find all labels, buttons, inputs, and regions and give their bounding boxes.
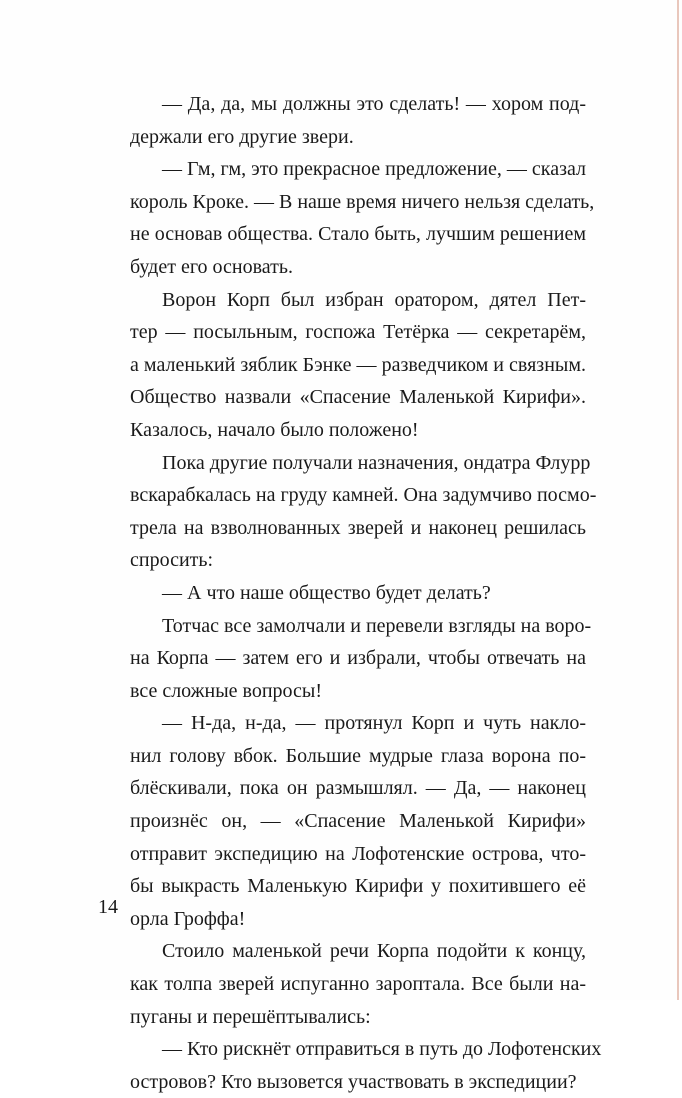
text-line: Пока другие получали назначения, ондатра Флурр	[162, 451, 591, 474]
text-line: трела на взволнованных зверей и наконец решилась	[130, 516, 586, 539]
text-line: блёскивали, пока он размышлял. — Да, — наконец	[130, 777, 586, 800]
paragraph-4	[98, 447, 597, 577]
paragraph-6	[98, 610, 592, 708]
text-line: нил голову вбок. Большие мудрые глаза ворона по-	[130, 744, 586, 767]
text-line: все сложные вопросы!	[130, 679, 323, 702]
text-line: — Гм, гм, это прекрасное предложение, — сказал	[162, 158, 586, 181]
paragraph-1	[98, 88, 586, 153]
text-line: Казалось, начало было положено!	[130, 418, 419, 441]
text-line: на Корпа — затем его и избрали, чтобы отвечать на	[130, 647, 586, 670]
text-line: не основав общества. Стало быть, лучшим решением	[130, 223, 586, 246]
text-line: держали его другие звери.	[130, 125, 354, 148]
text-line: орла Гроффа!	[130, 907, 246, 930]
page-edge-line	[677, 0, 679, 1000]
text-line: бы выкрасть Маленькую Кирифи у похитившего её	[130, 875, 586, 898]
text-line: король Кроке. — В наше время ничего нельзя сделать,	[130, 190, 595, 213]
text-line: Общество назвали «Спасение Маленькой Кирифи».	[130, 386, 586, 409]
body-text	[98, 88, 602, 1098]
text-line: пуганы и перешёптывались:	[130, 1005, 371, 1028]
paragraph-5	[98, 577, 586, 610]
text-line: — Н-да, н-да, — протянул Корп и чуть накло-	[162, 712, 586, 735]
text-line: спросить:	[130, 549, 214, 572]
text-line: вскарабкалась на груду камней. Она задумчиво посмо-	[130, 484, 597, 507]
text-line: Ворон Корп был избран оратором, дятел Пет-	[162, 288, 586, 311]
text-line: — Кто рискнёт отправиться в путь до Лофотенских	[162, 1038, 602, 1061]
text-line: тер — посыльным, госпожа Тетёрка — секретарём,	[130, 321, 586, 344]
paragraph-7	[98, 707, 586, 935]
text-line: произнёс он, — «Спасение Маленькой Кирифи»	[130, 810, 586, 833]
paragraph-3	[98, 284, 586, 447]
text-line: будет его основать.	[130, 255, 294, 278]
text-line: — А что наше общество будет делать?	[162, 581, 491, 604]
paragraph-8	[98, 935, 586, 1033]
text-line: отправит экспедицию на Лофотенские острова, что-	[130, 842, 586, 865]
text-line: — Да, да, мы должны это сделать! — хором под-	[162, 93, 586, 115]
text-line: Стоило маленькой речи Корпа подойти к концу,	[162, 940, 586, 963]
page-number: 14	[98, 896, 118, 918]
text-line: как толпа зверей испуганно зароптала. Все были на-	[130, 973, 586, 996]
text-line: а маленький зяблик Бэнке — разведчиком и связным.	[130, 353, 586, 376]
text-line: Тотчас все замолчали и перевели взгляды на воро-	[162, 614, 592, 637]
paragraph-2	[98, 153, 595, 283]
paragraph-9	[98, 1033, 602, 1098]
text-line: островов? Кто вызовется участвовать в экспедиции?	[130, 1070, 577, 1093]
